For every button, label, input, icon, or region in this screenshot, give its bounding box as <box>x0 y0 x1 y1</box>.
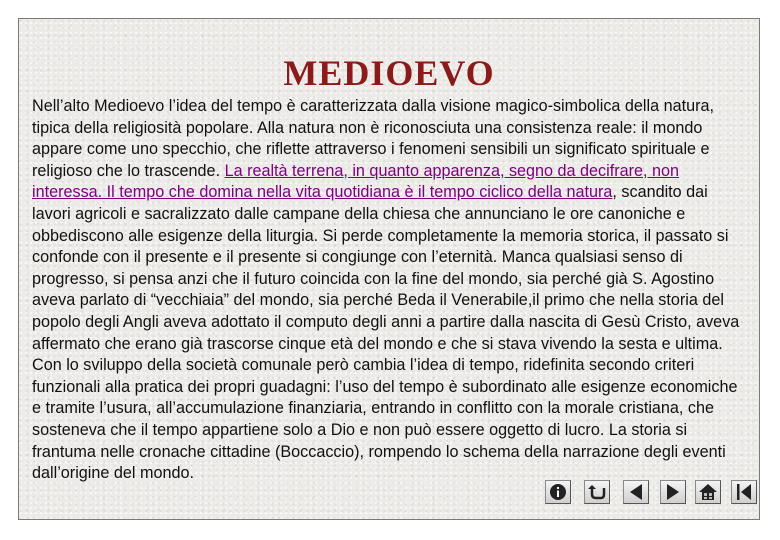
slide-title: MEDIOEVO <box>283 53 495 93</box>
next-icon <box>664 483 682 501</box>
return-icon <box>587 483 607 501</box>
info-button[interactable] <box>545 480 571 504</box>
last-slide-icon <box>735 483 753 501</box>
paragraph-text-1: Nell’alto Medioevo l’idea del tempo è caratterizzata dalla visione magico-simbolica della natura, tipica della religiosità popolare. Alla natura non è riconosciuta una consistenza reale: il mondo appare come uno specchio, che riflette attraverso i fenomeni sensibili un significato spirituale e religioso che lo trascende. <box>32 97 715 180</box>
info-icon <box>549 483 567 501</box>
highlighted-link-text[interactable]: La realtà terrena, in quanto apparenza, segno da decifrare, non interessa. Il tempo che domina nella vita quotidiana è il tempo ciclico della natura <box>32 161 680 202</box>
return-button[interactable] <box>584 480 610 504</box>
next-button[interactable] <box>660 480 686 504</box>
previous-button[interactable] <box>623 480 649 504</box>
paragraph-text-2: , scandito dai lavori agricoli e sacralizzato dalle campane della chiesa che annunciano le ore canoniche e obbediscono alle esigenze della liturgia. Si perde completamente la memoria storica, il passato si confonde con il presente e il presente si congiunge con l’eternità. Manca qualsiasi senso di progresso, si pensa anzi che il futuro coincida con la fine del mondo, sia perché già S. Agostino aveva parlato di “vecchiaia” del mondo, sia perché Beda il Venerabile,il primo che nella storia del popolo degli Angli aveva adottato il computo degli anni a partire dalla nascita di Gesù Cristo, aveva affermato che erano già trascorse cinque età del mondo e che si stava vivendo la sesta e ultima. Con lo sviluppo della società comunale però cambia l’idea di tempo, ridefinita secondo criteri funzionali alla pratica dei propri guadagni: l’uso del tempo è subordinato alle esigenze economiche e tramite l’usura, all’accumulazione finanziaria, entrando in conflitto con la morale cristiana, che sosteneva che il tempo appartiene solo a Dio e non può essere oggetto di lucro. La storia si frantuma nelle cronache cittadine (Boccaccio), rompendo lo schema della narrazione degli eventi dall’origine del mondo. <box>32 183 740 483</box>
slide-paragraph <box>32 96 750 485</box>
last-slide-button[interactable] <box>731 480 757 504</box>
home-icon <box>698 483 718 501</box>
home-button[interactable] <box>695 480 721 504</box>
slide <box>18 18 760 520</box>
previous-icon <box>627 483 645 501</box>
